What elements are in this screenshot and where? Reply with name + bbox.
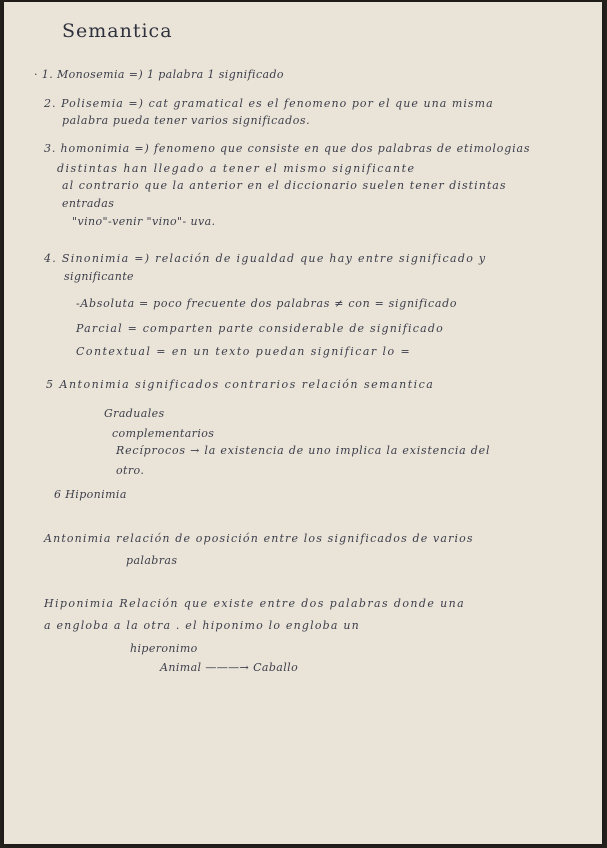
hiponimia-example: Animal ———→ Caballo xyxy=(160,661,299,674)
homonimia-line-4: entradas xyxy=(62,197,115,210)
antonimia-line: 5 Antonimia significados contrarios relación semantica xyxy=(46,378,435,391)
antonimia-def-line-2: palabras xyxy=(126,554,178,567)
homonimia-example: "vino"-venir "vino"- uva. xyxy=(72,215,216,228)
hiponimia-def-line-3: hiperonimo xyxy=(130,642,198,655)
monosemia-line: · 1. Monosemia =) 1 palabra 1 significado xyxy=(34,68,284,81)
sinonimia-line-1: 4. Sinonimia =) relación de igualdad que hay entre significado y xyxy=(44,252,487,265)
hiponimia-def-line-2: a engloba a la otra . el hiponimo lo engloba un xyxy=(44,619,360,632)
homonimia-line-2: distintas han llegado a tener el mismo significante xyxy=(57,162,416,175)
antonimia-graduales: Graduales xyxy=(104,407,165,420)
polisemia-line-2: palabra pueda tener varios significados. xyxy=(62,114,311,127)
sinonimia-parcial: Parcial = comparten parte considerable de significado xyxy=(76,322,444,335)
notebook-page xyxy=(4,2,602,844)
hiponimia-def-line-1: Hiponimia Relación que existe entre dos palabras donde una xyxy=(44,597,466,610)
page-title: Semantica xyxy=(62,20,173,42)
hiponimia-heading: 6 Hiponimia xyxy=(54,488,127,501)
antonimia-reciprocos: Recíprocos → la existencia de uno implica la existencia del xyxy=(116,444,491,457)
sinonimia-absoluta: -Absoluta = poco frecuente dos palabras ≠ con = significado xyxy=(76,297,458,310)
homonimia-line-3: al contrario que la anterior en el diccionario suelen tener distintas xyxy=(62,179,507,192)
polisemia-line-1: 2. Polisemia =) cat gramatical es el fenomeno por el que una misma xyxy=(44,97,494,110)
sinonimia-line-2: significante xyxy=(64,270,134,283)
sinonimia-contextual: Contextual = en un texto puedan significar lo = xyxy=(76,345,412,358)
antonimia-reciprocos-cont: otro. xyxy=(116,464,145,477)
antonimia-def-line-1: Antonimia relación de oposición entre los significados de varios xyxy=(44,532,474,545)
homonimia-line-1: 3. homonimia =) fenomeno que consiste en que dos palabras de etimologias xyxy=(44,142,531,155)
antonimia-complementarios: complementarios xyxy=(112,427,215,440)
